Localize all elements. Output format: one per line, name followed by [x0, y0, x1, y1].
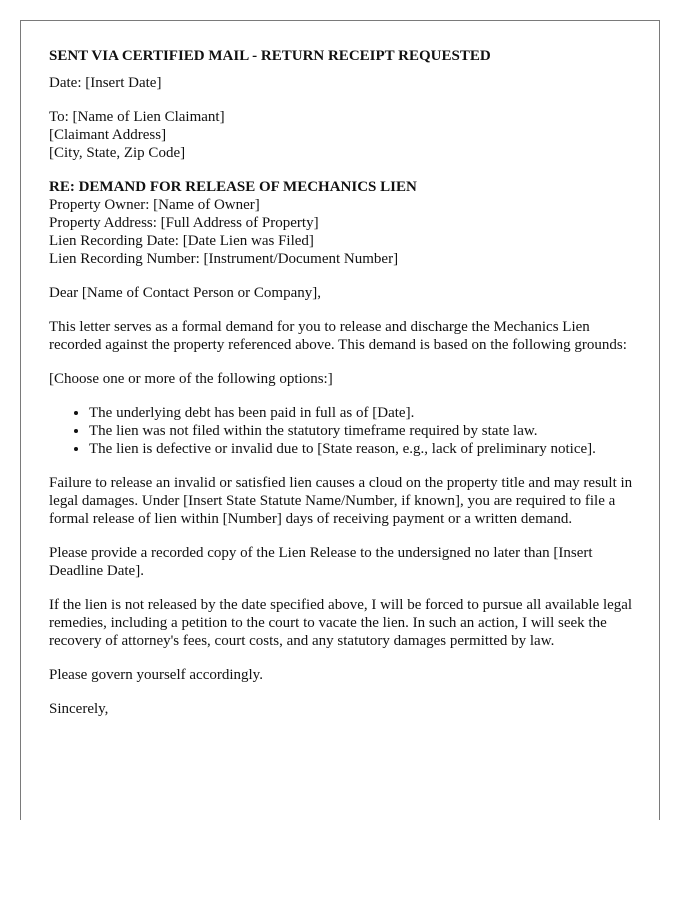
provide-paragraph: Please provide a recorded copy of the Lien Release to the undersigned no later than [Insert Deadline Date].: [49, 545, 593, 579]
certified-mail-header: SENT VIA CERTIFIED MAIL - RETURN RECEIPT REQUESTED: [49, 48, 491, 64]
grounds-list: [49, 404, 639, 458]
property-address-line: Property Address: [Full Address of Property]: [49, 215, 319, 231]
ground-item-paid: • The underlying debt has been paid in full as of [Date].: [89, 404, 639, 422]
closing-line: Sincerely,: [49, 701, 109, 717]
property-owner-line: Property Owner: [Name of Owner]: [49, 197, 260, 213]
ground-item-defective: • The lien is defective or invalid due to [State reason, e.g., lack of preliminary notice].: [89, 440, 639, 458]
letter-body: [49, 47, 639, 734]
recipient-name: To: [Name of Lien Claimant]: [49, 109, 225, 125]
remedies-paragraph: If the lien is not released by the date specified above, I will be forced to pursue all available legal remedies, including a petition to the court to vacate the lien. In such an action, I will seek the recovery of attorney's fees, court costs, and any statutory damages permitted by law.: [49, 597, 633, 649]
govern-line: Please govern yourself accordingly.: [49, 667, 263, 683]
re-block: [49, 178, 639, 268]
lien-recording-date-line: Lien Recording Date: [Date Lien was Filed]: [49, 233, 314, 249]
re-title: RE: DEMAND FOR RELEASE OF MECHANICS LIEN: [49, 179, 417, 195]
date-line: Date: [Insert Date]: [49, 75, 162, 91]
options-note: [Choose one or more of the following options:]: [49, 371, 333, 387]
intro-paragraph: This letter serves as a formal demand for you to release and discharge the Mechanics Lien recorded against the property referenced above. This demand is based on the following grounds:: [49, 319, 627, 353]
recipient-city-state-zip: [City, State, Zip Code]: [49, 145, 186, 161]
salutation: Dear [Name of Contact Person or Company],: [49, 285, 322, 301]
lien-recording-number-line: Lien Recording Number: [Instrument/Document Number]: [49, 251, 399, 267]
recipient-address-block: [49, 108, 639, 162]
failure-paragraph: Failure to release an invalid or satisfied lien causes a cloud on the property title and may result in legal damages. Under [Insert State Statute Name/Number, if known], you are required to file a formal release of lien within [Number] days of receiving payment or a written demand.: [49, 475, 633, 527]
ground-item-untimely: • The lien was not filed within the statutory timeframe required by state law.: [89, 422, 639, 440]
recipient-address: [Claimant Address]: [49, 127, 167, 143]
